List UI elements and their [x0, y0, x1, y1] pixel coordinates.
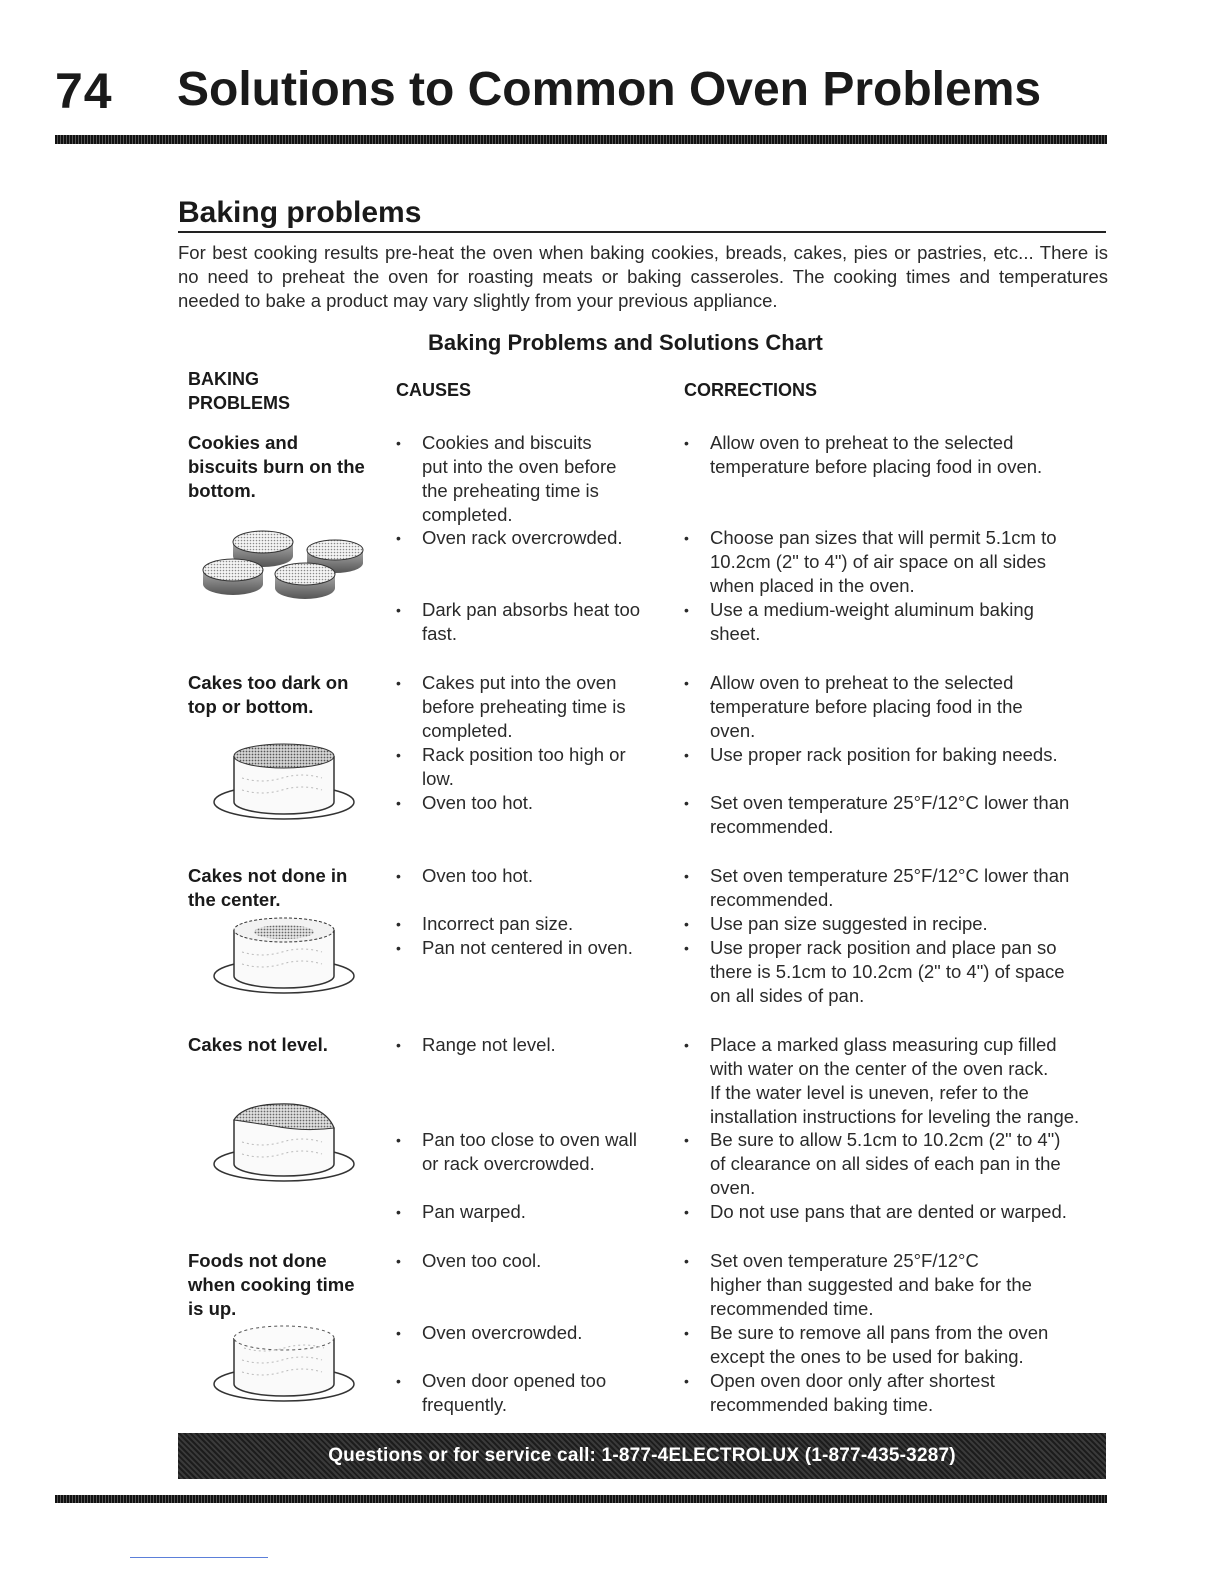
bullet-icon: •	[684, 1132, 689, 1148]
text-line: the preheating time is	[422, 480, 599, 501]
header-problems	[188, 367, 290, 415]
text-line: Be sure to remove all pans from the oven	[710, 1322, 1049, 1343]
cake-center-illustration	[212, 910, 357, 996]
text-line: 10.2cm (2" to 4") of air space on all sides	[710, 551, 1047, 572]
intro-paragraph: For best cooking results pre-heat the oven when baking cookies, breads, cakes, pies or pastries, etc... There is no need to preheat the oven for roasting meats or baking casseroles. The cooking times and temperatures needed to bake a product may vary slightly from your previous appliance.	[178, 242, 1108, 311]
bullet-icon: •	[396, 916, 401, 932]
text-line: before preheating time is	[422, 696, 626, 717]
text-line: temperature before placing food in oven.	[710, 456, 1043, 477]
cake-tilted-illustration	[212, 1098, 357, 1184]
problem-label-line: Foods not done	[188, 1250, 327, 1271]
text-line: Choose pan sizes that will permit 5.1cm to	[710, 527, 1057, 548]
header-causes: CAUSES	[396, 380, 472, 400]
text-line: Use a medium-weight aluminum baking	[710, 599, 1034, 620]
text-line: completed.	[422, 504, 513, 525]
text-line: recommended.	[710, 889, 834, 910]
correction-text	[710, 1200, 1067, 1224]
text-line: recommended baking time.	[710, 1394, 934, 1415]
bullet-icon: •	[396, 435, 401, 451]
text-line: installation instructions for leveling the range.	[710, 1106, 1080, 1127]
bullet-icon: •	[396, 675, 401, 691]
bullet-icon: •	[684, 602, 689, 618]
text-line: recommended.	[710, 816, 834, 837]
text-line: oven.	[710, 1177, 756, 1198]
correction-text	[710, 598, 1034, 646]
text-line: there is 5.1cm to 10.2cm (2" to 4") of space	[710, 961, 1065, 982]
text-line: Allow oven to preheat to the selected	[710, 672, 1014, 693]
text-line: put into the oven before	[422, 456, 617, 477]
bullet-icon: •	[684, 1037, 689, 1053]
text-line: Allow oven to preheat to the selected	[710, 432, 1014, 453]
bullet-icon: •	[396, 1132, 401, 1148]
problem-label-line: Cakes too dark on	[188, 672, 349, 693]
cause-text	[422, 1128, 637, 1176]
bullet-icon: •	[396, 1037, 401, 1053]
text-line: of clearance on all sides of each pan in the	[710, 1153, 1061, 1174]
problem-label-line: when cooking time	[188, 1274, 355, 1295]
header-problems-line2: PROBLEMS	[188, 393, 291, 413]
problem-label	[188, 1033, 388, 1057]
correction-text	[710, 1321, 1048, 1369]
text-line: Rack position too high or	[422, 744, 626, 765]
text-line: on all sides of pan.	[710, 985, 865, 1006]
text-line: completed.	[422, 720, 513, 741]
text-line: If the water level is uneven, refer to the	[710, 1082, 1029, 1103]
text-line: Oven too hot.	[422, 792, 534, 813]
cookie-icon	[275, 563, 335, 599]
bullet-icon: •	[684, 916, 689, 932]
text-line: frequently.	[422, 1394, 508, 1415]
divider-line	[130, 1557, 268, 1558]
text-line: recommended time.	[710, 1298, 874, 1319]
footer-rule	[55, 1495, 1107, 1503]
text-line: Open oven door only after shortest	[710, 1370, 995, 1391]
text-line: oven.	[710, 720, 756, 741]
page-number: 74	[55, 63, 113, 119]
cause-text	[422, 671, 626, 743]
bullet-icon: •	[684, 868, 689, 884]
text-line: Oven rack overcrowded.	[422, 527, 623, 548]
bullet-icon: •	[684, 1204, 689, 1220]
service-call-banner	[178, 1433, 1106, 1479]
cause-text	[422, 791, 533, 815]
bullet-icon: •	[684, 1373, 689, 1389]
bullet-icon: •	[396, 1373, 401, 1389]
text-line: Do not use pans that are dented or warped.	[710, 1201, 1067, 1222]
page-title: Solutions to Common Oven Problems	[177, 63, 1042, 116]
text-line: with water on the center of the oven rack.	[710, 1058, 1049, 1079]
problem-label-line: the center.	[188, 889, 281, 910]
section-title: Baking problems	[178, 196, 422, 229]
cause-text	[422, 936, 633, 960]
correction-text	[710, 912, 988, 936]
cause-text	[422, 598, 640, 646]
problem-label-line: is up.	[188, 1298, 237, 1319]
text-line: Range not level.	[422, 1034, 556, 1055]
bullet-icon: •	[684, 1253, 689, 1269]
text-line: when placed in the oven.	[710, 575, 915, 596]
text-line: temperature before placing food in the	[710, 696, 1023, 717]
header-rule	[55, 135, 1107, 144]
chart-title: Baking Problems and Solutions Chart	[428, 330, 823, 355]
text-line: except the ones to be used for baking.	[710, 1346, 1024, 1367]
cookies-illustration	[195, 518, 375, 610]
text-line: Oven too hot.	[422, 865, 534, 886]
bullet-icon: •	[396, 1253, 401, 1269]
correction-text	[710, 936, 1065, 1008]
correction-text	[710, 791, 1069, 839]
correction-text	[710, 671, 1023, 743]
text-line: Pan warped.	[422, 1201, 526, 1222]
text-line: Use pan size suggested in recipe.	[710, 913, 988, 934]
text-line: Set oven temperature 25°F/12°C lower than	[710, 865, 1070, 886]
text-line: Pan not centered in oven.	[422, 937, 633, 958]
text-line: higher than suggested and bake for the	[710, 1274, 1032, 1295]
correction-text	[710, 1128, 1061, 1200]
cause-text	[422, 526, 623, 550]
bullet-icon: •	[684, 1325, 689, 1341]
bullet-icon: •	[396, 868, 401, 884]
bullet-icon: •	[396, 795, 401, 811]
correction-text	[710, 1033, 1079, 1129]
problem-label-line: bottom.	[188, 480, 256, 501]
text-line: Dark pan absorbs heat too	[422, 599, 641, 620]
cause-text	[422, 431, 616, 527]
correction-text	[710, 864, 1069, 912]
text-line: Cakes put into the oven	[422, 672, 617, 693]
problem-label-line: Cookies and	[188, 432, 298, 453]
cookie-icon	[203, 559, 263, 595]
bullet-icon: •	[396, 1204, 401, 1220]
text-line: Incorrect pan size.	[422, 913, 574, 934]
cause-text	[422, 1369, 606, 1417]
cake-undone-illustration	[212, 1318, 357, 1404]
cause-text	[422, 1200, 526, 1224]
cause-text	[422, 1321, 582, 1345]
bullet-icon: •	[396, 747, 401, 763]
text-line: sheet.	[710, 623, 761, 644]
text-line: Oven door opened too	[422, 1370, 607, 1391]
bullet-icon: •	[396, 1325, 401, 1341]
correction-text	[710, 1249, 1032, 1321]
text-line: Place a marked glass measuring cup filled	[710, 1034, 1057, 1055]
bullet-icon: •	[684, 530, 689, 546]
text-line: Oven too cool.	[422, 1250, 542, 1271]
cause-text	[422, 743, 626, 791]
bullet-icon: •	[684, 940, 689, 956]
correction-text	[710, 431, 1042, 479]
bullet-icon: •	[684, 795, 689, 811]
bullet-icon: •	[684, 435, 689, 451]
text-line: Oven overcrowded.	[422, 1322, 583, 1343]
problem-label	[188, 671, 388, 719]
text-line: Be sure to allow 5.1cm to 10.2cm (2" to 4")	[710, 1129, 1061, 1150]
bullet-icon: •	[684, 675, 689, 691]
problem-label	[188, 431, 388, 503]
cause-text	[422, 864, 533, 888]
text-line: fast.	[422, 623, 457, 644]
problem-label-line: Cakes not level.	[188, 1034, 328, 1055]
header-problems-line1: BAKING	[188, 369, 259, 389]
text-line: Cookies and biscuits	[422, 432, 592, 453]
problem-label	[188, 1249, 388, 1321]
correction-text	[710, 743, 1058, 767]
cake-dark-illustration	[212, 738, 357, 822]
section-rule	[178, 231, 1106, 233]
problem-label-line: Cakes not done in	[188, 865, 348, 886]
text-line: low.	[422, 768, 454, 789]
cause-text	[422, 1033, 556, 1057]
text-line: Pan too close to oven wall	[422, 1129, 637, 1150]
cause-text	[422, 912, 573, 936]
problem-label	[188, 864, 388, 912]
bullet-icon: •	[396, 940, 401, 956]
bullet-icon: •	[396, 530, 401, 546]
text-line: Use proper rack position and place pan so	[710, 937, 1057, 958]
bullet-icon: •	[684, 747, 689, 763]
page-header	[55, 62, 1105, 122]
service-call-text: Questions or for service call: 1-877-4ELECTROLUX (1-877-435-3287)	[328, 1445, 956, 1466]
text-line: Set oven temperature 25°F/12°C	[710, 1250, 979, 1271]
header-corrections: CORRECTIONS	[684, 380, 818, 400]
bullet-icon: •	[396, 602, 401, 618]
problem-label-line: biscuits burn on the	[188, 456, 365, 477]
cause-text	[422, 1249, 541, 1273]
text-line: Use proper rack position for baking needs.	[710, 744, 1058, 765]
correction-text	[710, 526, 1057, 598]
text-line: Set oven temperature 25°F/12°C lower than	[710, 792, 1070, 813]
correction-text	[710, 1369, 995, 1417]
text-line: or rack overcrowded.	[422, 1153, 595, 1174]
problem-label-line: top or bottom.	[188, 696, 314, 717]
